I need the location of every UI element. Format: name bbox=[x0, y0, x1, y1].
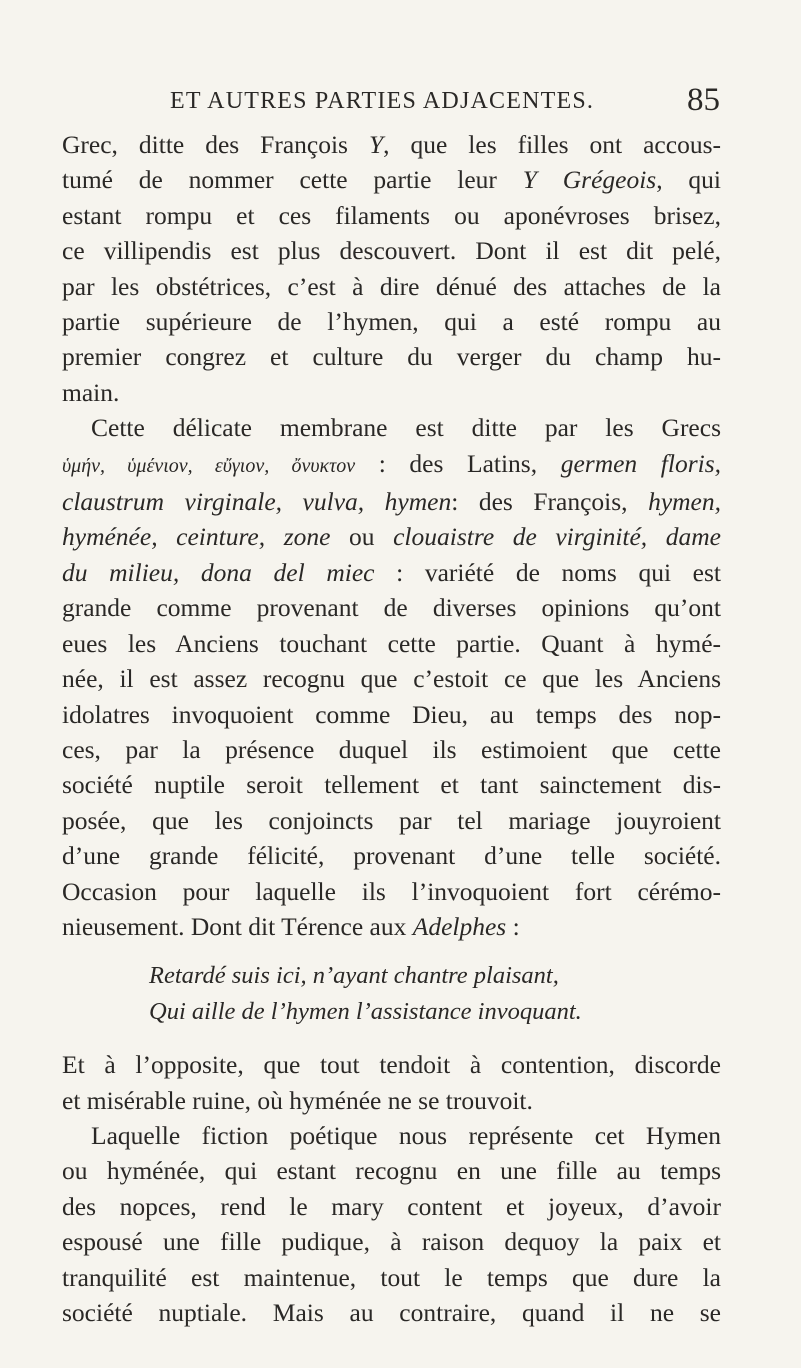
text-line: posée, que les conjoincts par tel mariage jouyroient bbox=[62, 805, 721, 835]
text-line bbox=[62, 519, 721, 554]
running-title: ET AUTRES PARTIES ADJACENTES. bbox=[170, 88, 595, 114]
text-line: Occasion pour laquelle ils l’invoquoient fort cérémo- bbox=[62, 876, 721, 906]
text-line: partie supérieure de l’hymen, qui a esté rompu au bbox=[62, 307, 721, 337]
page-body bbox=[62, 127, 721, 1330]
verse-line: Qui aille de l’hymen l’assistance invoquant. bbox=[149, 997, 582, 1025]
text-line: tranquilité est maintenue, tout le temps que dure la bbox=[62, 1262, 721, 1292]
text-italic: Y bbox=[368, 130, 384, 159]
text-italic: hymen, bbox=[648, 487, 721, 517]
paragraph-3 bbox=[62, 1047, 721, 1118]
text-line: Cette délicate membrane est ditte par les Grecs bbox=[91, 413, 721, 443]
text-italic: Y Grégeois bbox=[522, 165, 657, 195]
text-line: Et à l’opposite, que tout tendoit à contention, discorde bbox=[62, 1050, 721, 1080]
text-run: : des Latins, bbox=[355, 448, 561, 478]
verse-quotation bbox=[149, 958, 721, 1029]
text-line: ces, par la présence duquel ils estimoient que cette bbox=[62, 734, 721, 764]
text-line bbox=[62, 484, 721, 519]
text-line: premier congrez et culture du verger du champ hu- bbox=[62, 342, 721, 372]
text-line: née, il est assez recognu que c’estoit ce que les Anciens bbox=[62, 664, 721, 694]
text-italic: du milieu, dona del miec bbox=[62, 557, 375, 587]
page-number: 85 bbox=[687, 82, 720, 118]
text-line: d’une grande félicité, provenant d’une telle société. bbox=[62, 841, 721, 871]
text-line: et misérable ruine, où hyménée ne se trouvoit. bbox=[62, 1085, 533, 1115]
text-run: : des François, bbox=[451, 487, 649, 517]
paragraph-4 bbox=[62, 1118, 721, 1330]
text-line: ou hyménée, qui estant recognu en une fille au temps bbox=[62, 1156, 721, 1186]
text-line: grande comme provenant de diverses opinions qu’ont bbox=[62, 593, 721, 623]
page-header bbox=[60, 82, 720, 122]
text-line: tumé de nommer cette partie leur Y Grégeois, qui bbox=[62, 165, 721, 195]
text-line: estant rompu et ces filaments ou aponévroses brisez, bbox=[62, 200, 721, 230]
text-line: espousé une fille pudique, à raison dequoy la paix et bbox=[62, 1227, 721, 1257]
text-line: eues les Anciens touchant cette partie. Quant à hymé- bbox=[62, 628, 721, 658]
text-line bbox=[62, 909, 721, 944]
text-line: Grec, ditte des François Y, que les filles ont accous- bbox=[62, 130, 721, 159]
text-run: : bbox=[506, 911, 520, 941]
text-line bbox=[62, 555, 721, 590]
text-line: Laquelle fiction poétique nous représente cet Hymen bbox=[91, 1120, 721, 1150]
text-italic: germen floris, bbox=[560, 448, 721, 478]
paragraph-2 bbox=[62, 410, 721, 944]
text-run: ou bbox=[330, 522, 394, 552]
text-italic: Adelphes bbox=[412, 911, 507, 941]
text-line: idolatres invoquoient comme Dieu, au temps des nop- bbox=[62, 699, 721, 729]
text-line bbox=[62, 446, 721, 484]
text-italic: claustrum virginale, vulva, hymen bbox=[62, 487, 452, 517]
text-line: des nopces, rend le mary content et joyeux, d’avoir bbox=[62, 1191, 721, 1221]
text-line: société nuptile seroit tellement et tant sainctement dis- bbox=[62, 770, 721, 800]
text-run: : variété de noms qui est bbox=[374, 557, 721, 587]
text-line: par les obstétrices, c’est à dire dénué des attaches de la bbox=[62, 271, 721, 301]
verse-line: Retardé suis ici, n’ayant chantre plaisant, bbox=[149, 962, 559, 990]
text-italic: clouaistre de virginité, dame bbox=[393, 522, 721, 552]
text-line: société nuptiale. Mais au contraire, quand il ne se bbox=[62, 1298, 721, 1327]
greek-terms: ὑμήν, ὑμένιον, εὔγιον, ὄνυκτον bbox=[62, 454, 356, 477]
paragraph-1 bbox=[62, 127, 721, 410]
text-line: ce villipendis est plus descouvert. Dont il est dit pelé, bbox=[62, 236, 721, 266]
text-line: main. bbox=[62, 377, 120, 407]
text-run: nieusement. Dont dit Térence aux bbox=[62, 911, 413, 941]
text-italic: hyménée, ceinture, zone bbox=[62, 522, 331, 552]
